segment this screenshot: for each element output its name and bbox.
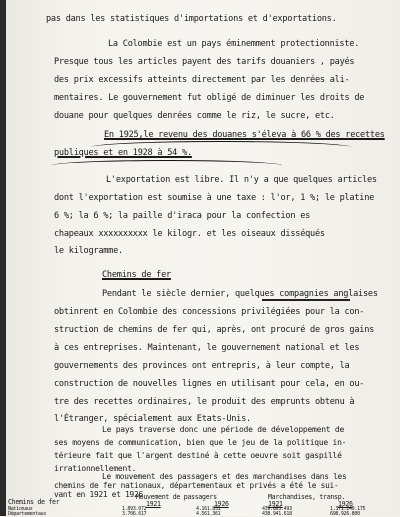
- table-cell-value: 438.941.618: [262, 510, 292, 517]
- text-line: à ces entreprises. Maintenant, le gouvernement national et les: [54, 343, 360, 353]
- table-cell-value: 4.161.831: [196, 506, 221, 512]
- scan-edge-shadow: [0, 0, 6, 516]
- text-line: vant en 1921 et 1926: [54, 490, 143, 499]
- table-col-group-merchandise: Marchandises, transp.: [268, 493, 346, 501]
- text-line: des prix excessifs atteints directement par les denrées ali-: [54, 75, 350, 85]
- text-line: gouvernements des provinces ont entrepris, à leur compte, la: [54, 361, 350, 371]
- text-line: obtinrent en Colombie des concessions privilégiées pour la con-: [54, 307, 365, 317]
- text-line: pas dans les statistiques d'importations et d'exportations.: [46, 14, 337, 24]
- table-cell-value: 3.706.617: [122, 510, 147, 517]
- text-line: Le pays traverse donc une période de développement de: [102, 425, 345, 434]
- text-line: construction de nouvelles lignes en utilisant pour cela, en ou-: [54, 379, 365, 389]
- text-line: chemins de fer nationaux, départementaux et privés a été le sui-: [54, 481, 339, 490]
- text-line: Presque tous les articles payent des tarifs douaniers , payés: [54, 57, 355, 67]
- text-line: le kilogramme.: [54, 246, 123, 256]
- table-year-header: 1926: [214, 500, 229, 508]
- text-line-underlined: publiques et en 1928 à 54 %.: [54, 148, 192, 158]
- text-line: térieure fait que l'argent destiné à cette oeuvre soit gaspillé: [54, 451, 342, 460]
- table-row-label: Départementaux: [8, 510, 46, 517]
- pen-underline-mark: [262, 299, 350, 301]
- text-line: ses moyens de communication, bien que le jeu de la politique in-: [54, 438, 347, 447]
- table-cell-value: 1.371.249.175: [330, 506, 366, 512]
- table-col-group-passengers: Mouvement de passagers: [136, 493, 217, 501]
- table-cell-value: 1.893.072: [122, 506, 147, 512]
- text-line: dont l'exportation est soumise à une taxe : l'or, 1 %; le platine: [54, 193, 375, 203]
- table-year-header: 1926: [338, 500, 353, 508]
- table-row-header-label: Chemins de fer: [8, 498, 60, 506]
- text-line: La Colombie est un pays éminemment protectionniste.: [108, 39, 360, 49]
- text-line: tre des recettes ordinaires, le produit des emprunts obtenu à: [54, 397, 355, 407]
- table-cell-value: 439.803.493: [262, 506, 292, 512]
- table-year-header: 1921: [146, 500, 161, 508]
- table-cell-value: 4.561.361: [196, 510, 221, 517]
- text-line: Le mouvement des passagers et des marchandises dans les: [102, 472, 347, 481]
- text-line: douane pour quelques denrées comme le riz, le sucre, etc.: [54, 111, 335, 121]
- section-heading: Chemins de fer: [102, 270, 171, 280]
- text-line: chapeaux xxxxxxxxxx le kilogr. et les oiseaux disséqués: [54, 229, 325, 239]
- pen-underline-mark: [90, 141, 352, 154]
- text-line: L'exportation est libre. Il n'y a que quelques articles: [106, 175, 377, 185]
- text-line: struction de chemins de fer qui, après, ont procuré de gros gains: [54, 325, 375, 335]
- table-cell-value: 698.926.800: [330, 510, 360, 517]
- table-year-header: 1921: [268, 500, 283, 508]
- text-line-underlined: En 1925,le revenu des douanes s'éleva à 66 % des recettes: [104, 130, 385, 140]
- table-row-label: Nationaux: [8, 506, 33, 512]
- text-line: l'Étranger, spécialement aux Etats-Unis.: [54, 414, 251, 424]
- pen-underline-mark: [52, 160, 282, 171]
- text-line: Pendant le siècle dernier, quelques compagnies anglaises: [102, 289, 378, 299]
- text-line: irrationnellement.: [54, 464, 137, 473]
- text-line: mentaires. Le gouvernement fut obligé de diminuer les droits de: [54, 93, 365, 103]
- text-line: 6 %; la 6 %; la paille d'iraca pour la confection es: [54, 211, 311, 221]
